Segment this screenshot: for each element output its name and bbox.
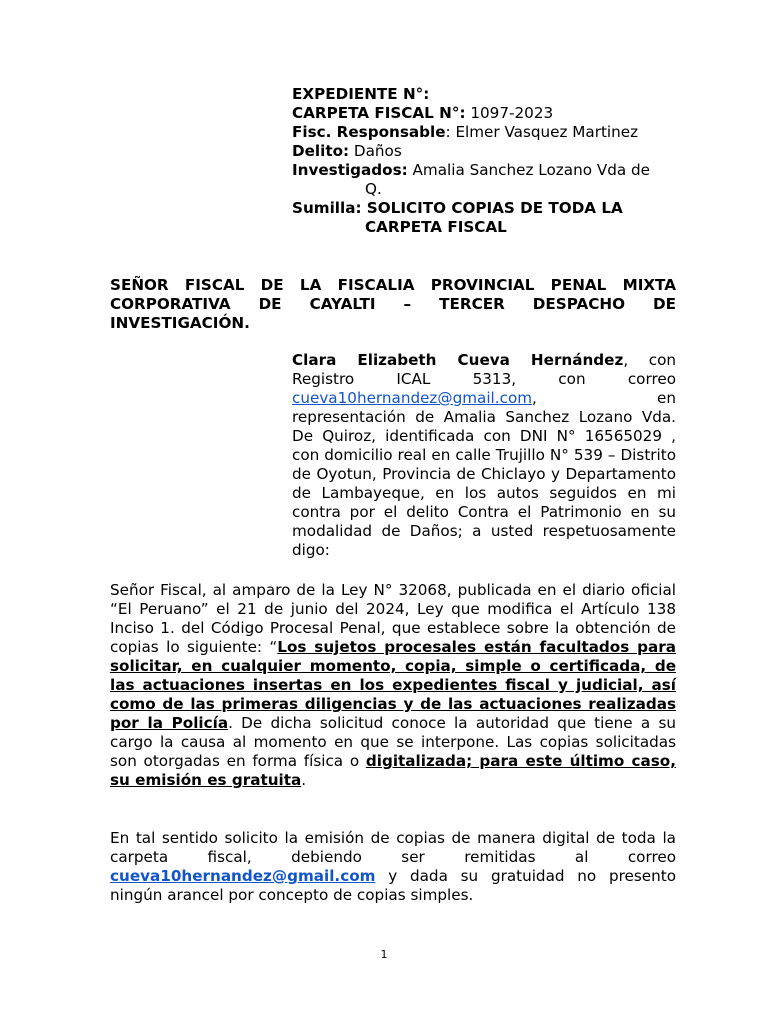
investigados-label: Investigados: <box>292 161 408 179</box>
fiscal-value: : Elmer Vasquez Martinez <box>445 123 639 141</box>
investigados-line <box>292 161 692 180</box>
sumilla-label: Sumilla: <box>292 199 362 217</box>
para2-text-a: En tal sentido solicito la emisión de copias de manera digital de toda la carpeta fiscal, debiendo ser remitidas al correo <box>110 829 676 866</box>
law-quote: Los sujetos procesales están facultados para solicitar, en cualquier momento, copia, simple o certificada, de las actuaciones insertas en los expedientes fiscal y judicial, así como de las primeras diligencias y de las actuaciones realizadas por la Policía <box>110 638 676 732</box>
addressee-heading: SEÑOR FISCAL DE LA FISCALIA PROVINCIAL PENAL MIXTA CORPORATIVA DE CAYALTI – TERCER DESPACHO DE INVESTIGACIÓN. <box>110 276 676 332</box>
carpeta-value: 1097-2023 <box>465 104 554 122</box>
email-link[interactable]: cueva10hernandez@gmail.com <box>292 389 533 407</box>
sumilla-line <box>292 199 692 218</box>
email-link-bold[interactable]: cueva10hernandez@gmail.com <box>110 867 376 885</box>
sumilla-continuation <box>292 218 692 237</box>
carpeta-line <box>292 104 692 123</box>
para1-text-c: . <box>301 771 307 789</box>
para2-text-b: y dada su gratuidad no presento ningún arancel por concepto de copias simples. <box>110 867 676 904</box>
investigados-value: Amalia Sanchez Lozano Vda de <box>407 161 650 179</box>
carpeta-label: CARPETA FISCAL N°: <box>292 104 466 122</box>
delito-value: Daños <box>349 142 402 160</box>
lawyer-name: Clara Elizabeth Cueva Hernández <box>292 351 624 369</box>
expediente-label: EXPEDIENTE N°: <box>292 85 430 103</box>
intro-paragraph <box>292 351 676 560</box>
sumilla-continuation-text: CARPETA FISCAL <box>365 218 507 236</box>
delito-label: Delito: <box>292 142 350 160</box>
case-header <box>292 85 692 237</box>
expediente-line <box>292 85 692 104</box>
intro-text-b: , en representación de Amalia Sanchez Lozano Vda. De Quiroz, identificada con DNI N° 16565029 , con domicilio real en calle Trujillo N° 539 – Distrito de Oyotun, Provincia de Chiclayo y Departamento de Lambayeque, en los autos seguidos en mi contra por el delito Contra el Patrimonio en su modalidad de Daños; a usted respetuosamente digo: <box>292 389 676 559</box>
para1-text-b: . De dicha solicitud conoce la autoridad que tiene a su cargo la causa al momento en que se interpone. Las copias solicitadas son otorgadas en forma física o <box>110 714 676 770</box>
free-digital-clause: digitalizada; para este último caso, su emisión es gratuita <box>110 752 676 789</box>
intro-text-a: , con Registro ICAL 5313, con correo <box>292 351 676 388</box>
legal-basis-paragraph <box>110 581 676 790</box>
fiscal-line <box>292 123 692 142</box>
investigados-continuation: Q. <box>365 180 382 198</box>
fiscal-label: Fisc. Responsable <box>292 123 446 141</box>
sumilla-value: SOLICITO COPIAS DE TODA LA <box>361 199 623 217</box>
page-number: 1 <box>380 948 388 961</box>
para1-text-a: Señor Fiscal, al amparo de la Ley N° 32068, publicada en el diario oficial “El Peruano” el 21 de junio del 2024, Ley que modifica el Artículo 138 Inciso 1. del Código Procesal Penal, que establece sobre la obtención de copias lo siguiente: “ <box>110 581 676 656</box>
request-paragraph <box>110 829 676 905</box>
delito-line <box>292 142 692 161</box>
